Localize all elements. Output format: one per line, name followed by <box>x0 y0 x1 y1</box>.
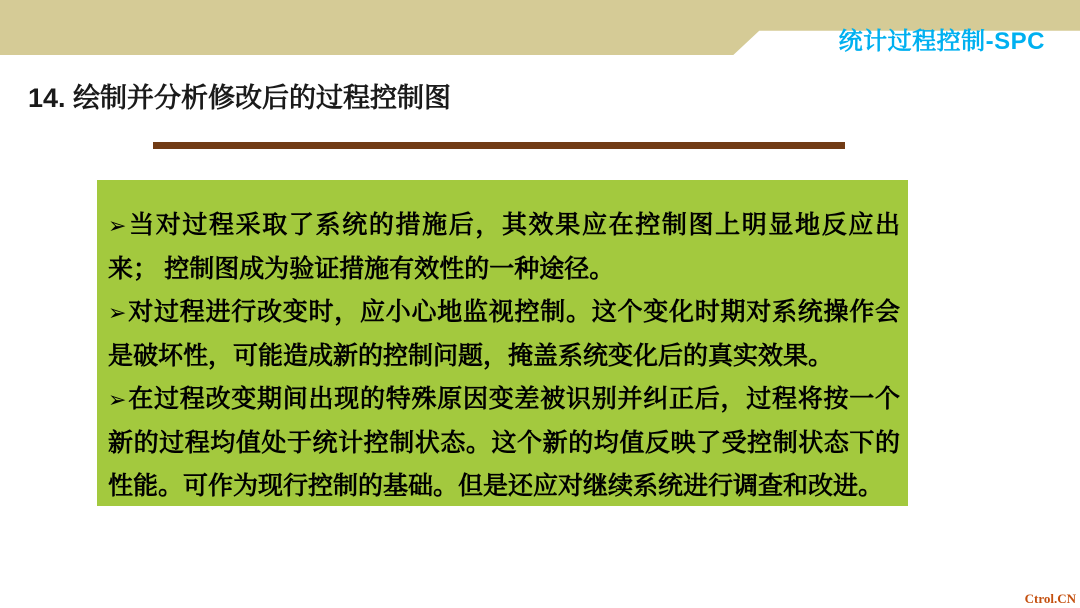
content-panel <box>97 180 908 506</box>
bullet-paragraph <box>108 291 900 378</box>
bullet-paragraph <box>108 378 900 508</box>
arrow-bullet-icon: ➢ <box>108 388 127 413</box>
paragraph-text: 在过程改变期间出现的特殊原因变差被识别并纠正后，过程将按一个新的过程均值处于统计控制状态。这个新的均值反映了受控制状态下的性能。可作为现行控制的基础。但是还应对继续系统进行调查和改进。 <box>108 386 900 500</box>
title-underline <box>153 142 845 149</box>
paragraph-text: 对过程进行改变时，应小心地监视控制。这个变化时期对系统操作会是破坏性，可能造成新的控制问题，掩盖系统变化后的真实效果。 <box>108 299 900 370</box>
watermark-label: Ctrol.CN <box>1024 591 1076 606</box>
header-brand-label: 统计过程控制-SPC <box>838 28 1045 55</box>
bullet-paragraph <box>108 204 900 291</box>
arrow-bullet-icon: ➢ <box>108 301 127 326</box>
paragraph-text: 当对过程采取了系统的措施后，其效果应在控制图上明显地反应出来； 控制图成为验证措施有效性的一种途径。 <box>108 212 900 283</box>
page-title: 14. 绘制并分析修改后的过程控制图 <box>28 83 452 113</box>
arrow-bullet-icon: ➢ <box>108 214 127 239</box>
